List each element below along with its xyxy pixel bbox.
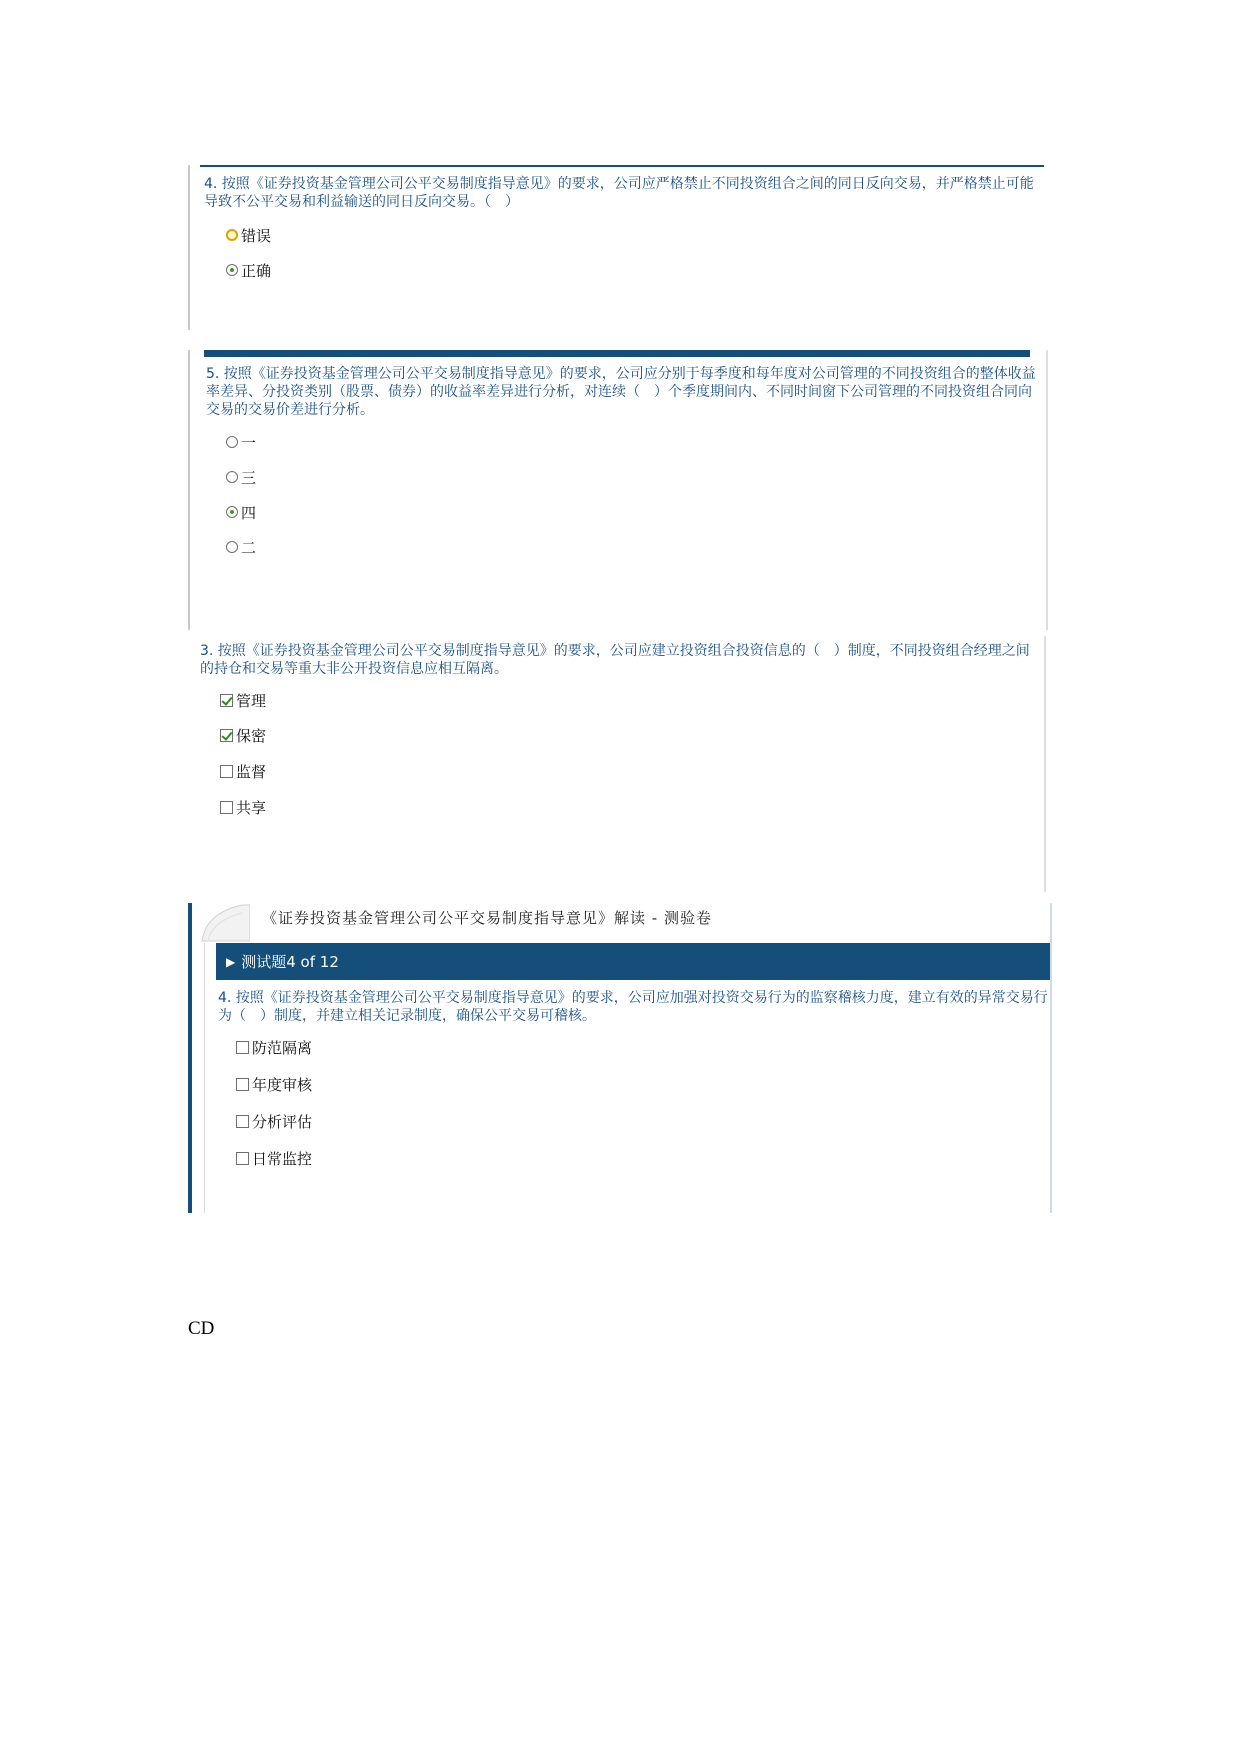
- option-管理[interactable]: 管理: [220, 689, 266, 711]
- radio-button[interactable]: [226, 506, 238, 518]
- question-text: 3. 按照《证券投资基金管理公司公平交易制度指导意见》的要求，公司应建立投资组合投资信息的（ ）制度，不同投资组合经理之间的持仓和交易等重大非公开投资信息应相互隔离。: [200, 643, 1030, 677]
- checkbox[interactable]: [220, 729, 233, 742]
- option-正确[interactable]: 正确: [226, 259, 271, 281]
- radio-button[interactable]: [226, 229, 238, 241]
- option-四[interactable]: 四: [226, 501, 256, 523]
- checkbox[interactable]: [236, 1115, 249, 1128]
- option-分析评估[interactable]: 分析评估: [236, 1110, 312, 1132]
- panel-top-bar: [204, 350, 1030, 357]
- answer-text: CD: [188, 1318, 215, 1339]
- checkbox[interactable]: [220, 801, 233, 814]
- option-错误[interactable]: 错误: [226, 224, 271, 246]
- checkbox[interactable]: [236, 1041, 249, 1054]
- quiz-window: [188, 903, 1052, 1213]
- question-panel-2: [188, 350, 1048, 630]
- option-一[interactable]: 一: [226, 431, 256, 453]
- option-日常监控[interactable]: 日常监控: [236, 1147, 312, 1169]
- radio-button[interactable]: [226, 264, 238, 276]
- checkbox[interactable]: [236, 1152, 249, 1165]
- page-curl-icon: [198, 903, 250, 943]
- checkbox[interactable]: [220, 765, 233, 778]
- option-二[interactable]: 二: [226, 536, 256, 558]
- option-监督[interactable]: 监督: [220, 760, 266, 782]
- question-text: 4. 按照《证券投资基金管理公司公平交易制度指导意见》的要求，公司应加强对投资交易行为的监察稽核力度，建立有效的异常交易行为（ ）制度，并建立相关记录制度，确保公平交易可稽核。: [218, 990, 1048, 1024]
- question-counter: 测试题4 of 12: [241, 953, 339, 971]
- question-counter-banner: [216, 943, 1050, 980]
- radio-button[interactable]: [226, 436, 238, 448]
- option-年度审核[interactable]: 年度审核: [236, 1073, 312, 1095]
- option-三[interactable]: 三: [226, 466, 256, 488]
- option-保密[interactable]: 保密: [220, 724, 266, 746]
- checkbox[interactable]: [220, 694, 233, 707]
- arrow-icon: ▶: [226, 954, 236, 969]
- option-防范隔离[interactable]: 防范隔离: [236, 1036, 312, 1058]
- quiz-title: 《证券投资基金管理公司公平交易制度指导意见》解读 - 测验卷: [262, 909, 712, 927]
- question-panel-1: [188, 165, 1048, 330]
- question-text: 5. 按照《证券投资基金管理公司公平交易制度指导意见》的要求，公司应分别于每季度和每年度对公司管理的不同投资组合的整体收益率差异、分投资类别（股票、债券）的收益率差异进行分析，对连续（ ）个季度期间内、不同时间窗下公司管理的不同投资组合同向交易的交易价差进行分析。: [206, 366, 1036, 418]
- option-共享[interactable]: 共享: [220, 796, 266, 818]
- question-text: 4. 按照《证券投资基金管理公司公平交易制度指导意见》的要求，公司应严格禁止不同投资组合之间的同日反向交易，并严格禁止可能导致不公平交易和利益输送的同日反向交易。（ ）: [204, 176, 1034, 210]
- radio-button[interactable]: [226, 541, 238, 553]
- inner-divider: [204, 943, 205, 1213]
- question-panel-3: [196, 636, 1046, 892]
- checkbox[interactable]: [236, 1078, 249, 1091]
- panel-top-rule: [200, 165, 1044, 167]
- radio-button[interactable]: [226, 471, 238, 483]
